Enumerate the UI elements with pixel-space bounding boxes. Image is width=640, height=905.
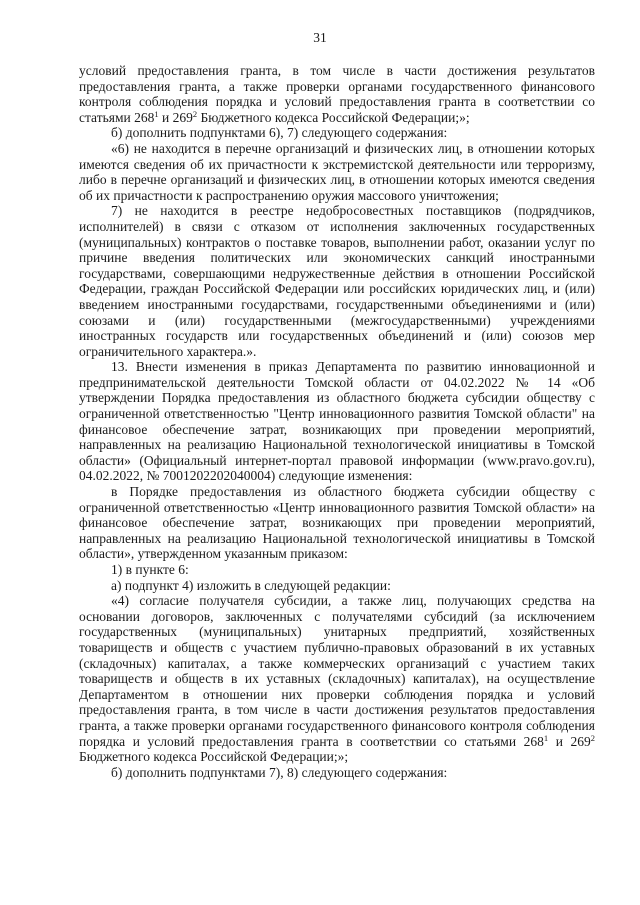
paragraph <box>79 141 595 203</box>
text-segment: «6) не находится в перечне организаций и физических лиц, в отношении которых имеются сведения об их причастности к экстремистской деятельности или терроризму, либо в перечне организаций и физических лиц, в отношении которых имеются сведения об их причастности к распространению оружия массового уничтожения; <box>79 140 595 203</box>
superscript: 1 <box>543 732 549 743</box>
paragraph <box>79 63 595 125</box>
superscript: 2 <box>192 108 198 119</box>
text-segment: и 269 <box>548 733 591 749</box>
text-segment: и 269 <box>158 109 193 125</box>
paragraph <box>79 203 595 359</box>
paragraph <box>79 578 595 594</box>
text-segment: Бюджетного кодекса Российской Федерации;»; <box>197 109 470 125</box>
text-segment: Бюджетного кодекса Российской Федерации;»; <box>79 749 349 765</box>
text-segment: б) дополнить подпунктами 6), 7) следующего содержания: <box>111 125 448 141</box>
text-segment: 13. Внести изменения в приказ Департамента по развитию инновационной и предпринимательской деятельности Томской области от 04.02.2022 № 14 «Об утверждении Порядка предоставления из областного бюджета субсидии обществу с ограниченной ответственностью "Центр инновационного развития Томской области" на финансовое обеспечение затрат, возникающих при проведении мероприятий, направленных на реализацию Национальной технологической инициативы в Томской области» (Официальный интернет-портал правовой информации (www.pravo.gov.ru), 04.02.2022, № 7001202202040004) следующие изменения: <box>79 359 595 484</box>
paragraph <box>79 593 595 765</box>
text-segment: в Порядке предоставления из областного бюджета субсидии обществу с ограниченной ответственностью «Центр инновационного развития Томской области» на финансовое обеспечение затрат, возникающих при проведении мероприятий, направленных на реализацию Национальной технологической инициативы в Томской области», утвержденном указанным приказом: <box>79 484 595 562</box>
text-segment: а) подпункт 4) изложить в следующей редакции: <box>111 577 391 593</box>
text-segment: «4) согласие получателя субсидии, а также лиц, получающих средства на основании договоров, заключенных с получателями субсидий (за исключением государственных (муниципальных) унитарных предприятий, хозяйственных товариществ и обществ с участием публично-правовых образований в их уставных (складочных) капиталах, а также коммерческих организаций с участием таких товариществ и обществ в их уставных (складочных) капиталах), на осуществление Департаментом в отношении них проверки соблюдения порядка и условий предоставления гранта, в том числе в части достижения результатов предоставления гранта, а также проверки органами государственного финансового контроля соблюдения порядка и условий предоставления гранта в соответствии со статьями 268 <box>79 593 595 749</box>
paragraph <box>79 765 595 781</box>
paragraph <box>79 484 595 562</box>
text-segment: 1) в пункте 6: <box>111 562 189 577</box>
text-segment: условий предоставления гранта, в том числе в части достижения результатов предоставления гранта, а также проверки органами государственного финансового контроля соблюдения порядка и условий предоставления гранта в соответствии со статьями 268 <box>79 63 595 125</box>
superscript: 2 <box>590 732 595 743</box>
page-number: 31 <box>313 30 327 45</box>
paragraph <box>79 562 595 578</box>
text-segment: б) дополнить подпунктами 7), 8) следующего содержания: <box>111 764 448 780</box>
text-segment: 7) не находится в реестре недобросовестных поставщиков (подрядчиков, исполнителей) в связи с отказом от исполнения заключенных государственных (муниципальных) контрактов о поставке товаров, выполнении работ, оказании услуг по причине введения политических или экономических санкций иностранными государствами, совершающими недружественные действия в отношении Российской Федерации, граждан Российской Федерации или российских юридических лиц, и (или) введением иностранными государствами, государственными объединениями и (или) союзами и (или) государственными (межгосударственными) учреждениями иностранных государств или государственных объединений и (или) союзов мер ограничительного характера.». <box>79 203 595 359</box>
paragraph <box>79 125 595 141</box>
paragraph <box>79 359 595 484</box>
document-body <box>79 63 595 780</box>
superscript: 1 <box>154 108 159 119</box>
